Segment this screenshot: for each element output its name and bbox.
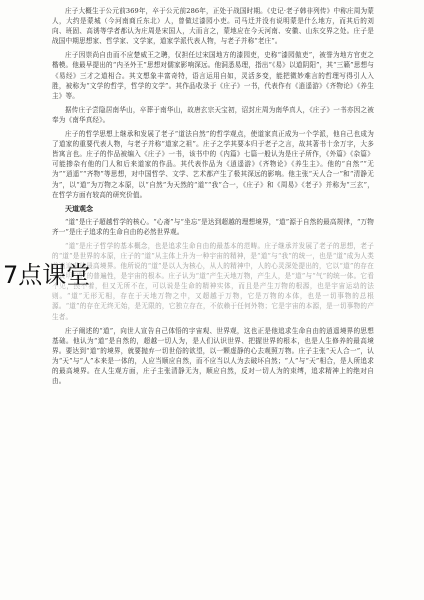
watermark-text: 7点课堂 bbox=[3, 261, 91, 289]
section-heading: 天道观念 bbox=[65, 203, 93, 213]
paragraph-1: 庄子大概生于公元前369年，卒于公元前286年，正处于战国时期。《史记·老子韩非列传》中称庄周为蒙人，大约是蒙城（今河南商丘东北）人，曾做过漆园小吏。司马迁并没有说明蒙是什么地方，而其后的刘向、班固、高诱等学者都认为庄周是宋国人，大而言之，蒙地应在今天河南、安徽、山东交界之处。庄子是战国中期思想家、哲学家、文学家，道家学派代表人物，与老子并称“老庄”。 bbox=[52, 7, 374, 46]
paragraph-5: “道”是庄子超越哲学的核心。“心斋”与“坐忘”是达到超越的理想境界，“道”源于自然的最高规律，“万物齐一”是庄子追求的生命自由的必然世界观。 bbox=[52, 217, 374, 236]
paragraph-4: 庄子的哲学思想上继承和发展了老子“道法自然”的哲学观点，使道家真正成为一个学派，他自己也成为了道家的重要代表人物，与老子并称“道家之祖”。庄子之学其要本归于老子之言，故其著书十余万字，大多皆寓言也。庄子的作品被编入《庄子》一书，该书中的《内篇》七篇一般认为是庄子所作，《外篇》《杂篇》可能掺杂有他的门人和后来道家的作品。其代表作品为《逍遥游》《齐物论》《养生主》。他的“自然”“无为”“逍遥”“齐物”等思想，对中国哲学、文学、艺术都产生了极其深远的影响。他主张“天人合一”和“清静无为”，以“道”为万物之本原，以“自然”为天然的“道”“我”合一，《庄子》和《周易》《老子》并称为“三玄”，在哲学方面有较高的研究价值。 bbox=[52, 130, 374, 199]
paragraph-2: 庄子因崇尚自由而不应楚威王之聘，仅担任过宋国地方的漆园吏，史称“漆园傲吏”，被誉为地方官吏之楷模。他最早提出的“内圣外王”思想对儒家影响深远。他洞悉易理，指出“《易》以道阴阳”，其“三籁”思想与《易经》三才之道相合。其文想象丰富奇特，语言运用自如，灵活多变，能把微妙难言的哲理写得引人入胜，被称为“文学的哲学，哲学的文学”。其作品收录于《庄子》一书，代表作有《逍遥游》《齐物论》《养生主》等。 bbox=[52, 51, 374, 100]
paragraph-3: 据传庄子尝隐居南华山，卒葬于南华山，故唐玄宗天宝初，诏封庄周为南华真人，《庄子》一书亦因之被奉为《南华真经》。 bbox=[52, 105, 374, 124]
article-body bbox=[52, 6, 374, 390]
paragraph-6: “道”是庄子哲学的基本概念，也是追求生命自由的最基本的范畴。庄子继承并发展了老子的思想，老子的“道”是世界的本原，庄子的“道”从主体上升为一种宇宙的精神，是“道”与“我”的统一，也是“道”成为人类普遍追求的最高境界。他所说的“道”是以人为核心，从人的精神中，人的心灵深处提出的，它以“道”的存在来说明“道”的普遍性，是宇宙的根本。庄子认为“道”产生天地万物，产生人，是“道”与“气”的统一体。它看不见，摸不着，但又无所不在，可以说是生命的精神实体，而且是产生万物的根源，也是宇宙运动的法则。“道”无形无相，存在于天地万物之中，又超越于万物，它是万物的本体，也是一切事物的总根源。“道”的存在无终无始，是无限的，它独立存在，不依赖于任何外物；它是宇宙的本源，是一切事物的产生者。 bbox=[52, 241, 374, 321]
paragraph-7: 庄子阐述的“道”，向世人宣告自己体悟的宇宙观、世界观，这也正是他追求生命自由的逍遥境界的思想基础。他认为“道”是自然的，超越一切人为，是人们认识世界、把握世界的根本，也是人生修养的最高境界。要达到“道”的境界，就要抛弃一切世俗的欲望，以一颗虚静的心去观照万物。庄子主张“天人合一”，认为“天”与“人”本来是一体的，人应当顺应自然，而不应当以人为去破坏自然；“人”与“天”相合，是人所追求的最高境界。在人生观方面，庄子主张清静无为，顺应自然，反对一切人为的束缚，追求精神上的绝对自由。 bbox=[52, 326, 374, 386]
